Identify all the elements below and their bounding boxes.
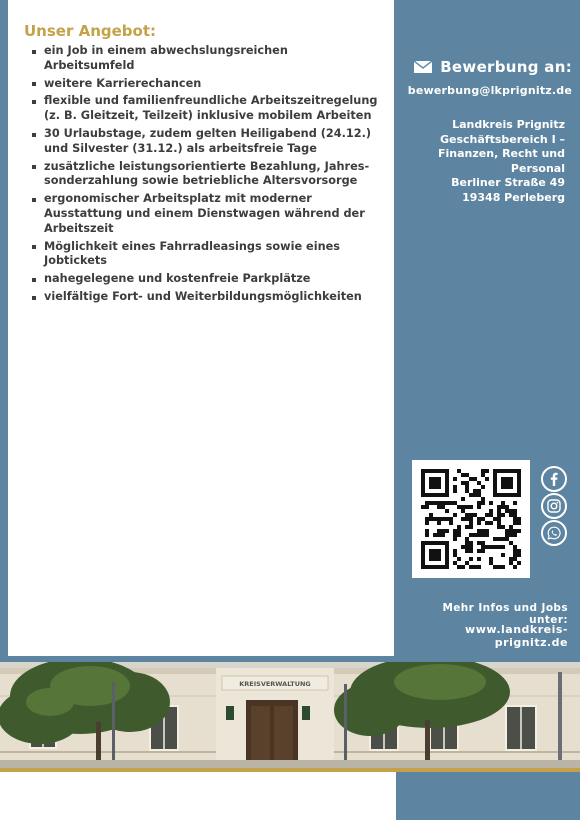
more-info-label: Mehr Infos und Jobs unter:	[442, 602, 568, 626]
offer-item: Möglichkeit eines Fahrradleasings sowie eines Jobtickets	[30, 240, 382, 269]
qr-code-graphic	[421, 469, 521, 569]
address-line: Berliner Straße 49	[451, 176, 565, 190]
address-line: 19348 Perleberg	[462, 190, 565, 204]
instagram-icon[interactable]	[541, 493, 567, 519]
qr-code[interactable]	[412, 460, 530, 578]
address-line: Personal	[510, 161, 565, 175]
facebook-icon[interactable]	[541, 466, 567, 492]
offer-item: flexible und familienfreundliche Arbeitszeitregelung (z. B. Gleitzeit, Teilzeit) inklusive mobilem Arbeiten	[30, 94, 382, 123]
offer-title: Unser Angebot:	[24, 22, 156, 40]
offer-item: vielfältige Fort- und Weiterbildungsmöglichkeiten	[30, 290, 382, 305]
offer-item: 30 Urlaubstage, zudem gelten Heiligabend (24.12.) und Silvester (31.12.) als arbeitsfreie Tage	[30, 127, 382, 156]
offer-item: nahegelegene und kostenfreie Parkplätze	[30, 272, 382, 287]
offer-list	[30, 44, 382, 308]
whatsapp-icon[interactable]	[541, 520, 567, 546]
address-line: Finanzen, Recht und	[438, 147, 565, 161]
website-link[interactable]: www.landkreis-prignitz.de	[465, 623, 568, 649]
offer-item: ein Job in einem abwechslungsreichen Arbeitsumfeld	[30, 44, 382, 73]
building-sign: KREISVERWALTUNG	[239, 680, 311, 688]
application-heading	[410, 58, 572, 76]
offer-item: zusätzliche leistungsorientierte Bezahlung, Jahres-sonderzahlung sowie betriebliche Altersvorsorge	[30, 160, 382, 189]
application-heading-text: Bewerbung an:	[440, 58, 572, 76]
postal-address	[400, 118, 565, 206]
application-email-link[interactable]: bewerbung@lkprignitz.de	[407, 84, 572, 97]
building-photo	[0, 662, 580, 770]
mail-icon	[414, 61, 432, 73]
address-line: Landkreis Prignitz	[452, 118, 565, 131]
address-line: Geschäftsbereich I –	[440, 132, 565, 146]
offer-item: ergonomischer Arbeitsplatz mit moderner Ausstattung und einem Dienstwagen während der Arbeitszeit	[30, 192, 382, 236]
offer-item: weitere Karrierechancen	[30, 77, 382, 92]
gold-divider	[0, 768, 580, 772]
